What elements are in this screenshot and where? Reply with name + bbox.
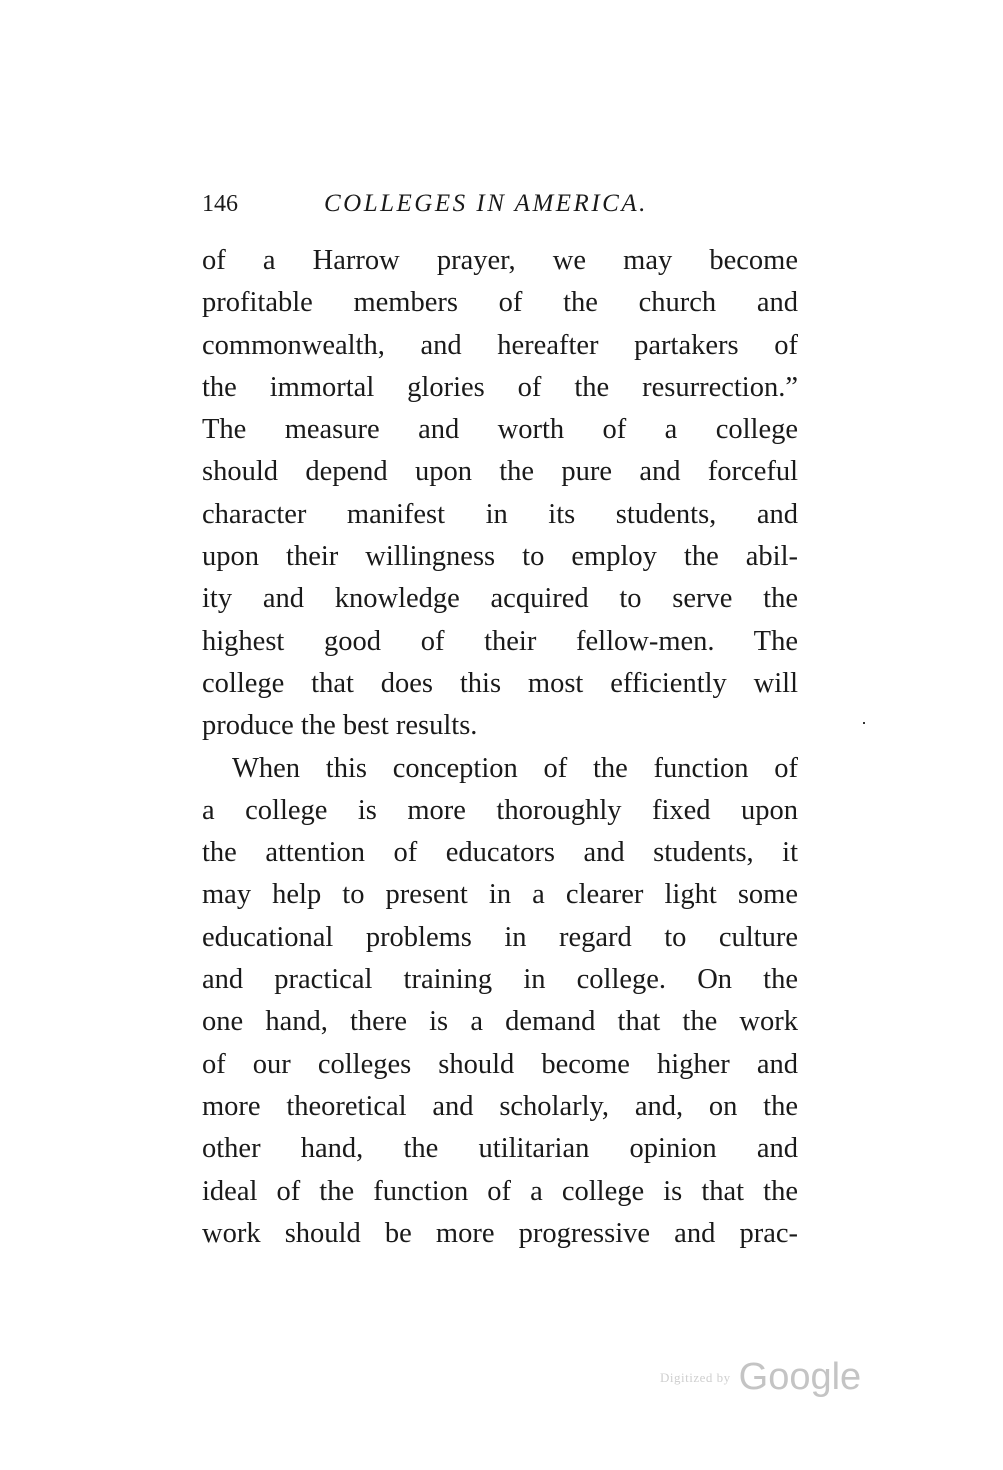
text-line: college that does this most efficiently will xyxy=(202,667,798,699)
text-line: a college is more thoroughly fixed upon xyxy=(202,794,798,826)
paragraph-2 xyxy=(202,748,798,1256)
text-line: character manifest in its students, and xyxy=(202,498,798,530)
text-line: other hand, the utilitarian opinion and xyxy=(202,1133,798,1165)
body-text xyxy=(202,240,798,1255)
page-number: 146 xyxy=(202,191,238,217)
text-line: profitable members of the church and xyxy=(202,287,798,319)
text-line: educational problems in regard to culture xyxy=(202,921,798,953)
text-line: one hand, there is a demand that the work xyxy=(202,1006,798,1038)
text-line: should depend upon the pure and forceful xyxy=(202,456,798,488)
text-line: of a Harrow prayer, we may become xyxy=(202,245,798,276)
scan-speck xyxy=(863,722,865,724)
digitized-by-watermark xyxy=(660,1356,861,1406)
text-line: produce the best results. xyxy=(202,710,478,742)
running-head xyxy=(202,186,802,222)
google-logo-icon: Google xyxy=(738,1356,862,1398)
text-line: commonwealth, and hereafter partakers of xyxy=(202,329,798,361)
text-line: ideal of the function of a college is that the xyxy=(202,1175,798,1207)
text-line: of our colleges should become higher and xyxy=(202,1048,798,1080)
text-line: When this conception of the function of xyxy=(232,752,798,784)
text-line: ity and knowledge acquired to serve the xyxy=(202,583,798,615)
text-line: upon their willingness to employ the abil- xyxy=(202,541,798,573)
text-line: the attention of educators and students, it xyxy=(202,837,798,869)
text-line: the immortal glories of the resurrection.” xyxy=(202,371,798,403)
text-line: may help to present in a clearer light some xyxy=(202,879,798,911)
text-line: more theoretical and scholarly, and, on the xyxy=(202,1090,798,1122)
watermark-prefix: Digitized by xyxy=(660,1369,731,1385)
text-line: work should be more progressive and prac- xyxy=(202,1217,798,1249)
text-line: highest good of their fellow-men. The xyxy=(202,625,798,657)
paragraph-1 xyxy=(202,240,798,748)
text-line: and practical training in college. On the xyxy=(202,964,798,996)
text-line: The measure and worth of a college xyxy=(202,414,798,446)
running-title: COLLEGES IN AMERICA. xyxy=(324,190,648,217)
